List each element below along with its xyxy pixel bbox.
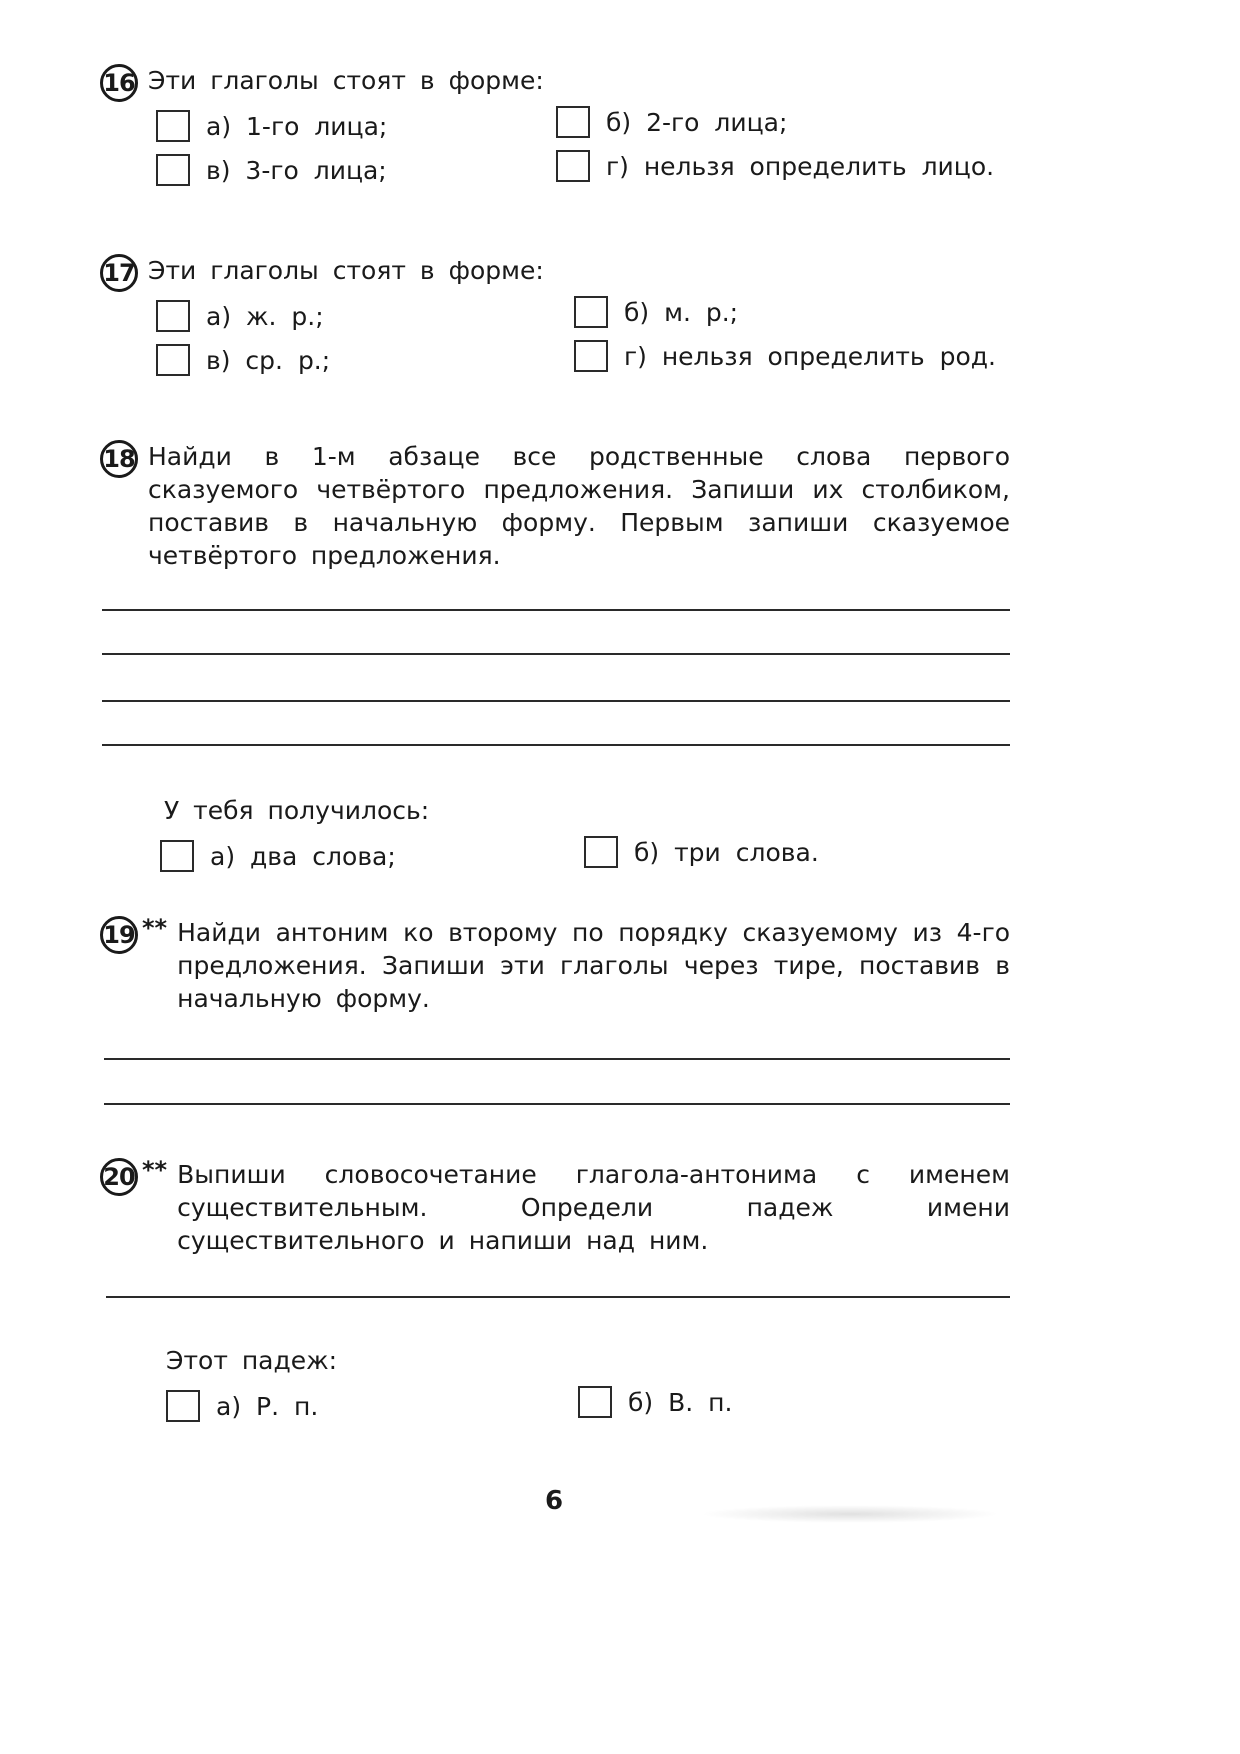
- option-label: г) нельзя определить род.: [624, 341, 996, 371]
- task-number-badge: 16: [100, 64, 138, 102]
- task-number-badge: 17: [100, 254, 138, 292]
- option-g[interactable]: [574, 340, 996, 372]
- option-label: г) нельзя определить лицо.: [606, 151, 995, 181]
- answer-checkbox[interactable]: [556, 106, 590, 138]
- answer-checkbox[interactable]: [160, 840, 194, 872]
- answer-line[interactable]: [102, 700, 1010, 702]
- option-g[interactable]: [556, 150, 994, 182]
- answer-checkbox[interactable]: [574, 340, 608, 372]
- answer-checkbox[interactable]: [556, 150, 590, 182]
- option-b[interactable]: [578, 1386, 732, 1418]
- result-prompt: У тебя получилось:: [164, 796, 430, 825]
- option-b[interactable]: [574, 296, 738, 328]
- task-20: [100, 1158, 1010, 1257]
- option-label: а) Р. п.: [216, 1391, 319, 1421]
- difficulty-stars: **: [142, 1156, 168, 1184]
- task-19: [100, 916, 1010, 1015]
- scan-smudge: [700, 1505, 1000, 1523]
- task-question: Эти глаголы стоят в форме:: [148, 66, 544, 95]
- answer-line[interactable]: [104, 1103, 1010, 1105]
- answer-line[interactable]: [106, 1296, 1010, 1298]
- page-number: 6: [545, 1486, 564, 1516]
- option-label: в) ср. р.;: [206, 345, 331, 375]
- task-16: [100, 64, 1010, 185]
- task-question: Найди в 1-м абзаце все родственные слова первого сказуемого четвёртого предложения. Запиши их столбиком, поставив в начальную форму. Первым запиши сказуемое четвёртого предложения.: [148, 442, 1010, 570]
- option-label: б) В. п.: [628, 1387, 733, 1417]
- option-label: в) 3-го лица;: [206, 155, 387, 185]
- task-number-badge: 19: [100, 916, 138, 954]
- task-question: Выпиши словосочетание глагола-антонима с именем существительным. Определи падеж имени существительного и напиши над ним.: [177, 1160, 1010, 1255]
- option-a[interactable]: [156, 110, 387, 142]
- option-label: а) ж. р.;: [206, 301, 324, 331]
- difficulty-stars: **: [142, 914, 168, 942]
- option-label: б) 2-го лица;: [606, 107, 788, 137]
- option-b[interactable]: [556, 106, 787, 138]
- task-question: Найди антоним ко второму по порядку сказуемому из 4-го предложения. Запиши эти глаголы через тире, поставив в начальную форму.: [177, 918, 1010, 1013]
- option-b[interactable]: [584, 836, 819, 868]
- answer-line[interactable]: [102, 609, 1010, 611]
- option-v[interactable]: [156, 344, 330, 376]
- answer-checkbox[interactable]: [166, 1390, 200, 1422]
- answer-checkbox[interactable]: [574, 296, 608, 328]
- task-17: [100, 254, 1010, 375]
- answer-line[interactable]: [102, 653, 1010, 655]
- answer-checkbox[interactable]: [156, 344, 190, 376]
- task-number-badge: 20: [100, 1158, 138, 1196]
- answer-checkbox[interactable]: [578, 1386, 612, 1418]
- option-label: а) два слова;: [210, 841, 396, 871]
- option-label: б) м. р.;: [624, 297, 739, 327]
- option-a[interactable]: [160, 840, 396, 872]
- answer-line[interactable]: [104, 1058, 1010, 1060]
- task-question: Эти глаголы стоят в форме:: [148, 256, 544, 285]
- task-18: [100, 440, 1010, 572]
- result-prompt: Этот падеж:: [166, 1346, 338, 1375]
- option-a[interactable]: [166, 1390, 318, 1422]
- option-label: а) 1-го лица;: [206, 111, 388, 141]
- option-label: б) три слова.: [634, 837, 819, 867]
- answer-checkbox[interactable]: [156, 300, 190, 332]
- answer-checkbox[interactable]: [156, 154, 190, 186]
- answer-line[interactable]: [102, 744, 1010, 746]
- answer-checkbox[interactable]: [156, 110, 190, 142]
- answer-checkbox[interactable]: [584, 836, 618, 868]
- option-v[interactable]: [156, 154, 387, 186]
- option-a[interactable]: [156, 300, 324, 332]
- task-number-badge: 18: [100, 440, 138, 478]
